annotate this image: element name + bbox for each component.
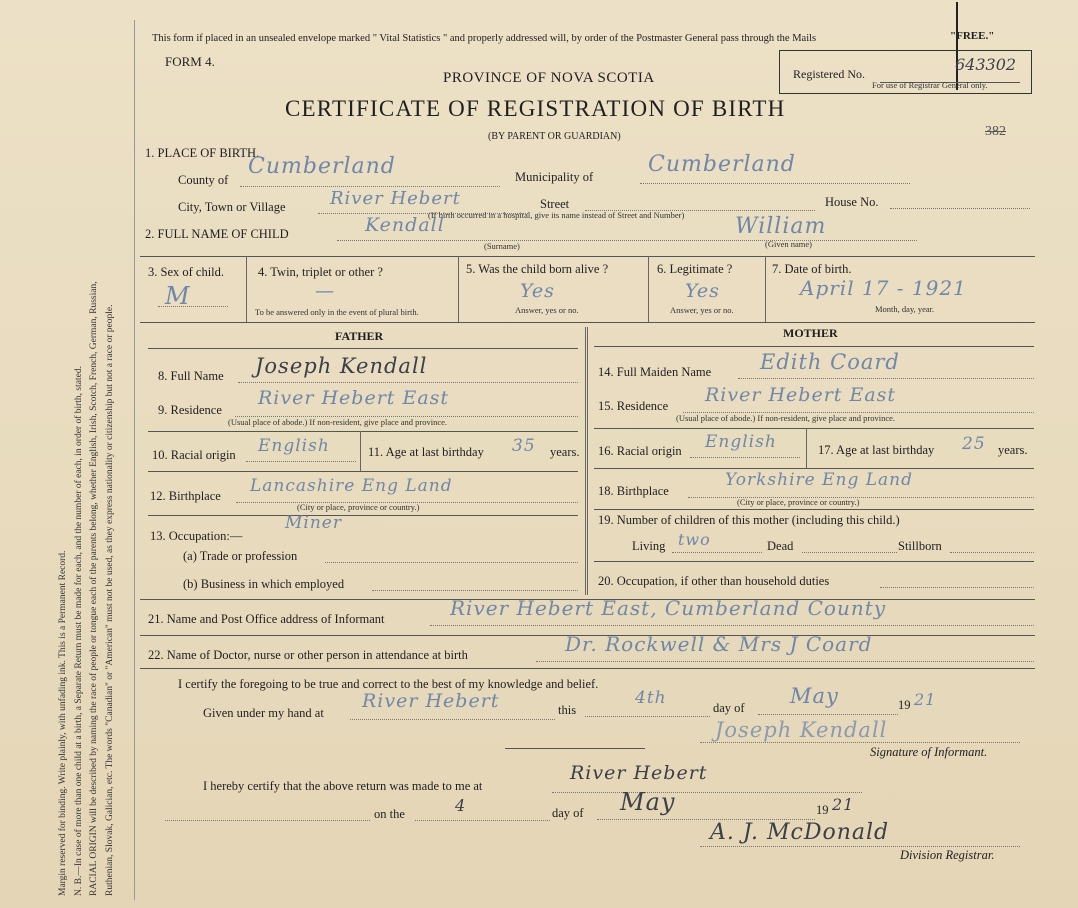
dead-label: Dead: [767, 539, 794, 553]
certify-top-rule: [140, 668, 1035, 669]
registrar-label: Division Registrar.: [900, 848, 995, 862]
corner-number: 382: [985, 124, 1006, 139]
row3-divider-1: [246, 256, 247, 322]
mother-birthplace-value: Yorkshire Eng Land: [725, 470, 914, 490]
row3-top-rule: [140, 256, 1035, 257]
dob-note: Month, day, year.: [875, 304, 935, 314]
given-place: River Hebert: [362, 690, 500, 712]
father-name-line: [238, 382, 578, 383]
registrar-year-prefix: 19: [816, 803, 829, 817]
mother-rule-3: [594, 509, 1034, 510]
father-residence-value: River Hebert East: [258, 387, 450, 409]
this-label: this: [558, 703, 577, 717]
informant-signature-label: Signature of Informant.: [870, 745, 988, 759]
given-year-prefix: 19: [898, 698, 911, 712]
row3-divider-3: [648, 256, 649, 322]
living-label: Living: [632, 539, 666, 553]
mother-rule-4: [594, 561, 1034, 562]
registrar-day: 4: [455, 796, 467, 815]
legitimate-label: 6. Legitimate ?: [657, 262, 733, 276]
father-heading: FATHER: [335, 329, 384, 343]
registrar-left-line: [165, 820, 370, 821]
father-years: years.: [550, 445, 580, 459]
father-birthplace-value: Lancashire Eng Land: [250, 476, 453, 496]
given-note: (Given name): [765, 239, 812, 249]
margin-rule: [134, 20, 135, 900]
margin-instructions: [56, 36, 118, 896]
father-age-label: 11. Age at last birthday: [368, 445, 484, 459]
father-name-label: 8. Full Name: [158, 369, 224, 383]
mother-age-label: 17. Age at last birthday: [818, 443, 935, 457]
trade-line: [325, 562, 578, 563]
dob-label: 7. Date of birth.: [772, 262, 852, 276]
certify-separator: [505, 748, 645, 749]
registrar-place: River Hebert: [570, 762, 708, 784]
mother-residence-note: (Usual place of abode.) If non-resident, give place and province.: [676, 413, 896, 423]
children-label: 19. Number of children of this mother (including this child.): [598, 513, 900, 527]
informant-line: [430, 625, 1034, 626]
row3-bottom-rule: [140, 322, 1035, 323]
alive-note: Answer, yes or no.: [515, 305, 579, 315]
father-heading-rule: [148, 348, 578, 349]
father-occupation-label: 13. Occupation:—: [150, 529, 243, 543]
place-heading: 1. PLACE OF BIRTH.: [145, 146, 260, 160]
registered-label: Registered No.: [793, 67, 865, 81]
sex-line: [158, 306, 228, 307]
father-race-line: [246, 461, 356, 462]
informant-signature: Joseph Kendall: [715, 718, 888, 742]
county-line: [240, 186, 500, 187]
city-label: City, Town or Village: [178, 200, 286, 214]
margin-line-2: N. B.—In case of more than one child at a birth, a Separate Return must be made for each, and the number of each, in order of birth, stated.: [73, 366, 84, 896]
father-race-divider: [360, 431, 361, 471]
doctor-line: [536, 661, 1034, 662]
business-line: [372, 590, 578, 591]
mother-occupation-label: 20. Occupation, if other than household duties: [598, 574, 830, 588]
mother-residence-value: River Hebert East: [705, 384, 897, 406]
row3-divider-4: [765, 256, 766, 322]
registrar-day-of-label: day of: [552, 806, 584, 820]
given-label: Given under my hand at: [203, 706, 324, 720]
registered-number: 643302: [955, 55, 1017, 74]
mother-race-value: English: [705, 432, 777, 452]
hospital-note: (If birth occurred in a hospital, give its name instead of Street and Number): [428, 210, 685, 220]
sex-label: 3. Sex of child.: [148, 265, 225, 279]
registered-note: For use of Registrar General only.: [872, 80, 988, 90]
given-year: 21: [914, 690, 937, 709]
mother-heading-rule: [594, 346, 1034, 347]
mother-name-line: [738, 378, 1034, 379]
mother-rule-1: [594, 428, 1034, 429]
margin-line-1: Margin reserved for binding. Write plainly, with unfading ink. This is a Permanent Record.: [58, 550, 68, 896]
informant-value: River Hebert East, Cumberland County: [450, 596, 887, 620]
father-rule-2: [148, 471, 578, 472]
parents-divider: [585, 327, 588, 595]
province-heading: PROVINCE OF NOVA SCOTIA: [443, 70, 655, 86]
city-value: River Hebert: [330, 188, 461, 209]
twin-value: —: [315, 280, 335, 302]
given-month-line: [758, 714, 898, 715]
registrar-day-line: [415, 820, 550, 821]
registrar-statement: I hereby certify that the above return was made to me at: [203, 779, 483, 793]
registrar-signature: A. J. McDonald: [710, 820, 890, 845]
on-the-label: on the: [374, 807, 405, 821]
sex-value: M: [165, 282, 191, 310]
father-rule-1: [148, 431, 578, 432]
child-name-line: [337, 240, 917, 241]
mother-name-value: Edith Coard: [760, 350, 900, 374]
informant-label: 21. Name and Post Office address of Informant: [148, 612, 385, 626]
house-line: [890, 208, 1030, 209]
living-line: [672, 552, 762, 553]
father-occupation-value: Miner: [285, 513, 342, 533]
municipality-line: [640, 183, 910, 184]
registrar-year: 21: [832, 795, 855, 814]
mail-notice: This form if placed in an unsealed envelope marked " Vital Statistics " and properly addressed will, by order of the Postmaster General pass through the Mails: [152, 33, 817, 44]
given-month: May: [790, 684, 839, 708]
business-label: (b) Business in which employed: [183, 577, 345, 591]
mother-occupation-line: [880, 587, 1034, 588]
child-given-name: William: [735, 214, 827, 239]
twin-note: To be answered only in the event of plural birth.: [255, 307, 419, 317]
stillborn-label: Stillborn: [898, 539, 942, 553]
mother-name-label: 14. Full Maiden Name: [598, 365, 712, 379]
mother-race-label: 16. Racial origin: [598, 444, 682, 458]
row3-divider-2: [458, 256, 459, 322]
dob-value: April 17 - 1921: [800, 276, 967, 300]
father-rule-3: [148, 515, 578, 516]
father-race-label: 10. Racial origin: [152, 448, 236, 462]
margin-line-3: RACIAL ORIGIN will be described by naming the race of people or tongue each of the parents belong, whether English, Irish, Scotch, French, German, Russian,: [89, 281, 99, 896]
house-label: House No.: [825, 195, 879, 209]
given-day-line: [585, 716, 710, 717]
county-value: Cumberland: [248, 154, 396, 179]
stillborn-line: [950, 552, 1034, 553]
father-age-value: 35: [512, 436, 536, 456]
mother-race-divider: [806, 428, 807, 468]
county-label: County of: [178, 173, 229, 187]
legitimate-note: Answer, yes or no.: [670, 305, 734, 315]
trade-label: (a) Trade or profession: [183, 549, 298, 563]
alive-value: Yes: [520, 280, 555, 302]
father-birthplace-note: (City or place, province or country.): [297, 502, 420, 512]
registrar-signature-line: [700, 846, 1020, 847]
mother-years: years.: [998, 443, 1028, 457]
certify-statement: I certify the foregoing to be true and correct to the best of my knowledge and belief.: [178, 677, 599, 691]
municipality-value: Cumberland: [648, 152, 796, 177]
municipality-label: Municipality of: [515, 170, 594, 184]
father-race-value: English: [258, 436, 330, 456]
given-day-of-label: day of: [713, 701, 745, 715]
father-birthplace-label: 12. Birthplace: [150, 489, 221, 503]
surname-note: (Surname): [484, 241, 520, 251]
form-number: FORM 4.: [165, 54, 215, 69]
father-residence-label: 9. Residence: [158, 403, 222, 417]
registrar-month: May: [620, 788, 676, 816]
mother-heading: MOTHER: [783, 326, 838, 340]
doctor-label: 22. Name of Doctor, nurse or other person in attendance at birth: [148, 648, 468, 662]
living-value: two: [678, 530, 711, 549]
registrar-place-line: [552, 792, 862, 793]
margin-line-4: Ruthenian, Slovak, Galician, etc. The words "Canadian" or "American" must not be used, as they express nationality or citizenship but not a race or people.: [104, 304, 115, 896]
mother-birthplace-label: 18. Birthplace: [598, 484, 669, 498]
certificate-title: CERTIFICATE OF REGISTRATION OF BIRTH: [285, 96, 786, 121]
twin-label: 4. Twin, triplet or other ?: [258, 265, 383, 279]
informant-signature-line: [700, 742, 1020, 743]
dead-line: [802, 552, 897, 553]
certificate-subtitle: (BY PARENT OR GUARDIAN): [488, 131, 621, 142]
mother-age-value: 25: [962, 434, 986, 454]
father-residence-note: (Usual place of abode.) If non-resident, give place and province.: [228, 417, 448, 427]
free-label: "FREE.": [950, 30, 995, 42]
registered-box: [779, 50, 1032, 94]
alive-label: 5. Was the child born alive ?: [466, 262, 609, 276]
mother-race-line: [690, 457, 800, 458]
given-place-line: [350, 719, 555, 720]
mother-residence-label: 15. Residence: [598, 399, 669, 413]
doctor-value: Dr. Rockwell & Mrs J Coard: [565, 632, 873, 656]
mother-rule-2: [594, 468, 1034, 469]
father-name-value: Joseph Kendall: [255, 354, 428, 378]
legitimate-value: Yes: [685, 280, 720, 302]
child-surname: Kendall: [365, 214, 445, 236]
mother-birthplace-note: (City or place, province or country.): [737, 497, 860, 507]
given-day: 4th: [635, 688, 667, 708]
child-name-label: 2. FULL NAME OF CHILD: [145, 227, 289, 241]
street-label: Street: [540, 197, 570, 211]
